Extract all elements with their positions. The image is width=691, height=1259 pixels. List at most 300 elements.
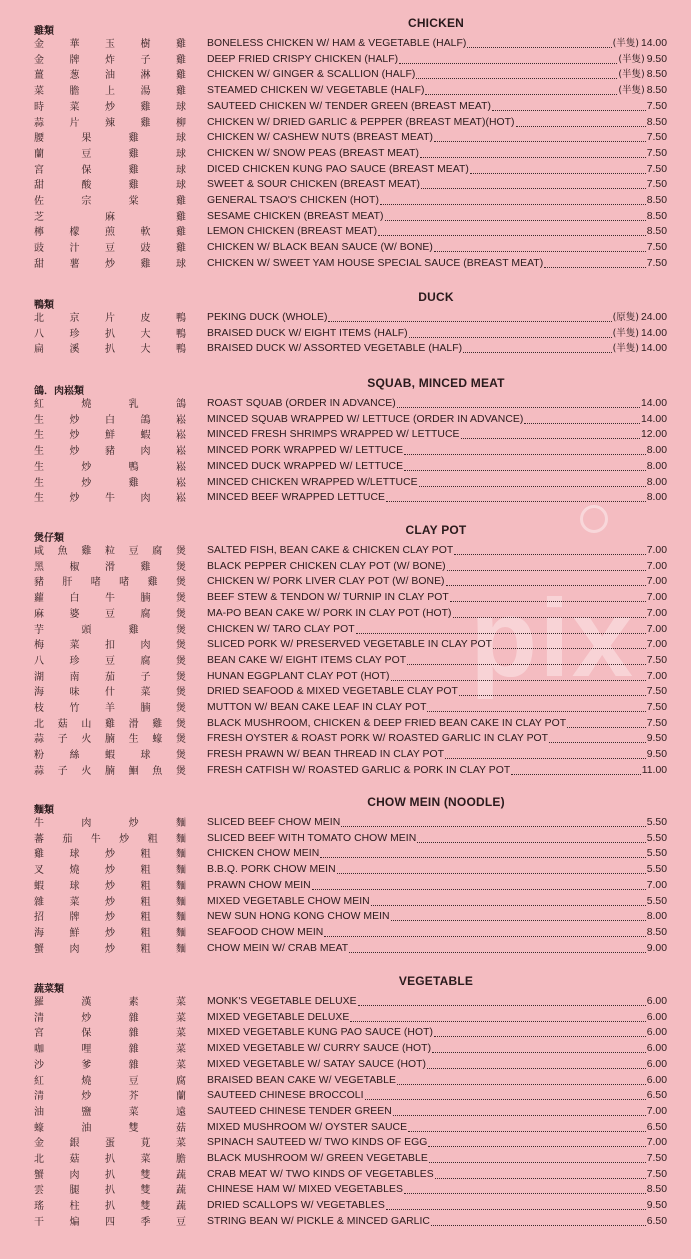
- item-price: 9.50: [646, 749, 667, 761]
- item-name: CHOW MEIN W/ CRAB MEAT: [207, 942, 349, 954]
- dot-leader: [365, 1098, 646, 1100]
- item-name: SAUTEED CHINESE TENDER GREEN: [207, 1105, 392, 1117]
- item-name: SLICED BEEF CHOW MEIN: [207, 817, 341, 828]
- item-name-chinese: [34, 460, 186, 475]
- dot-leader: [407, 663, 646, 665]
- item-line: [207, 327, 667, 341]
- dot-leader: [397, 406, 640, 408]
- section-title-chinese: 蔬菜類: [34, 984, 64, 995]
- dot-leader: [408, 1130, 646, 1132]
- item-price: 6.00: [646, 1074, 667, 1086]
- item-name-chinese-text: 梅 菜 扣 肉 煲: [34, 640, 186, 652]
- item-name-chinese-text: 蘿 白 牛 腩 煲: [34, 593, 186, 605]
- item-line: [207, 1026, 667, 1040]
- dot-leader: [450, 600, 646, 602]
- item-line: [207, 701, 667, 715]
- item-price: 7.50: [646, 717, 667, 729]
- item-line: [207, 591, 667, 605]
- item-line: [207, 147, 667, 161]
- menu-item: [0, 863, 691, 879]
- dot-leader: [427, 1067, 646, 1069]
- item-name: FRESH CATFISH W/ ROASTED GARLIC & PORK IN CLAY POT: [207, 764, 511, 776]
- item-line: [207, 131, 667, 145]
- item-name-chinese-text: 咸 魚 雞 粒 豆 腐 煲: [34, 546, 186, 557]
- menu-item: [0, 544, 691, 560]
- item-name-chinese-text: 蒜 子 火 腩 鮰 魚 煲: [34, 765, 186, 777]
- dot-leader: [358, 1004, 646, 1006]
- dot-leader: [463, 351, 611, 353]
- item-name-chinese: [34, 1026, 186, 1041]
- dot-leader: [320, 856, 646, 858]
- item-price: 7.50: [646, 132, 667, 144]
- item-name-chinese-text: 宮 保 雜 菜: [34, 1028, 186, 1040]
- item-line: [207, 732, 667, 746]
- item-price: 9.00: [646, 942, 667, 954]
- menu-item: [0, 926, 691, 942]
- dot-leader: [459, 694, 646, 696]
- item-name-chinese: [34, 1199, 186, 1214]
- item-name-chinese-text: 扁 溪 扒 大 鴨: [34, 344, 186, 356]
- item-name-chinese: [34, 926, 186, 941]
- item-price: 8.00: [646, 460, 667, 472]
- item-name: NEW SUN HONG KONG CHOW MEIN: [207, 911, 390, 923]
- item-line: [207, 847, 667, 861]
- item-name: MUTTON W/ BEAN CAKE LEAF IN CLAY POT: [207, 702, 427, 713]
- dot-leader: [324, 935, 645, 937]
- menu-item: [0, 413, 691, 429]
- item-name-chinese-text: 時 菜 炒 雞 球: [34, 101, 186, 113]
- item-line: [207, 942, 667, 956]
- item-name: SALTED FISH, BEAN CAKE & CHICKEN CLAY POT: [207, 545, 454, 556]
- item-name-chinese-text: 金 銀 蛋 莧 菜: [34, 1138, 186, 1150]
- item-name-chinese: [34, 68, 186, 83]
- item-price: 8.50: [646, 116, 667, 128]
- item-price: 8.00: [646, 911, 667, 923]
- item-price: 7.00: [646, 1105, 667, 1117]
- item-price: 7.50: [646, 686, 667, 698]
- item-price: 7.50: [646, 179, 667, 191]
- item-portion: (半隻): [618, 53, 645, 65]
- item-name-chinese: [34, 847, 186, 862]
- menu-item: [0, 210, 691, 226]
- item-name-chinese: [34, 1042, 186, 1057]
- item-name: LEMON CHICKEN (BREAST MEAT): [207, 226, 378, 238]
- item-name-chinese-text: 豉 汁 豆 豉 雞: [34, 243, 186, 255]
- item-price: 8.50: [646, 1184, 667, 1196]
- item-name: DEEP FRIED CRISPY CHICKEN (HALF): [207, 53, 399, 65]
- item-price: 7.00: [646, 545, 667, 556]
- dot-leader: [356, 632, 646, 634]
- item-name: BONELESS CHICKEN W/ HAM & VEGETABLE (HALF): [207, 38, 467, 49]
- menu-item: [0, 116, 691, 132]
- item-name-chinese: [34, 879, 186, 894]
- item-name-chinese: [34, 560, 186, 575]
- section-title: CHICKEN: [407, 16, 465, 30]
- item-name-chinese: [34, 623, 186, 638]
- item-name: CHICKEN CHOW MEIN: [207, 848, 320, 860]
- dot-leader: [417, 841, 645, 843]
- item-line: [207, 460, 667, 474]
- item-name: MINCED FRESH SHRIMPS WRAPPED W/ LETTUCE: [207, 429, 460, 441]
- item-name: CHICKEN W/ BLACK BEAN SAUCE (W/ BONE): [207, 242, 433, 254]
- menu-item: [0, 1026, 691, 1042]
- item-price: 7.00: [646, 670, 667, 682]
- menu-item: [0, 623, 691, 639]
- item-name-chinese: [34, 311, 186, 326]
- item-name-chinese-text: 檸 檬 煎 軟 雞: [34, 227, 186, 239]
- item-name: MINCED BEEF WRAPPED LETTUCE: [207, 492, 386, 504]
- menu-item: [0, 1199, 691, 1215]
- item-name: SAUTEED CHINESE BROCCOLI: [207, 1090, 364, 1102]
- dot-leader: [386, 1208, 646, 1210]
- menu-item: [0, 131, 691, 147]
- item-portion: (原隻): [612, 312, 639, 323]
- item-portion: (半隻): [618, 69, 645, 81]
- dot-leader: [445, 757, 646, 759]
- item-line: [207, 37, 667, 51]
- item-name-chinese: [34, 37, 186, 52]
- item-name-chinese-text: 海 味 什 菜 煲: [34, 687, 186, 699]
- menu-item: [0, 575, 691, 591]
- item-name-chinese-text: 清 炒 芥 蘭: [34, 1091, 186, 1103]
- menu-item: [0, 764, 691, 780]
- item-name: BEAN CAKE W/ EIGHT ITEMS CLAY POT: [207, 654, 407, 666]
- item-name-chinese: [34, 654, 186, 669]
- item-price: 8.00: [646, 476, 667, 488]
- menu-item: [0, 701, 691, 717]
- item-line: [207, 910, 667, 924]
- item-line: [207, 544, 667, 558]
- item-line: [207, 257, 667, 271]
- item-price: 6.50: [646, 1215, 667, 1227]
- item-name: CHICKEN W/ GINGER & SCALLION (HALF): [207, 69, 416, 81]
- item-name-chinese: [34, 575, 186, 590]
- item-name: FRESH OYSTER & ROAST PORK W/ ROASTED GARLIC IN CLAY POT: [207, 733, 549, 745]
- item-name-chinese-text: 清 炒 雜 菜: [34, 1012, 186, 1024]
- menu-item: [0, 428, 691, 444]
- item-name-chinese: [34, 131, 186, 146]
- item-name-chinese: [34, 607, 186, 622]
- item-name-chinese-text: 生 炒 牛 肉 崧: [34, 493, 186, 505]
- item-name-chinese: [34, 1136, 186, 1151]
- item-name-chinese: [34, 1105, 186, 1120]
- item-price: 6.50: [646, 1090, 667, 1102]
- dot-leader: [385, 219, 646, 221]
- item-name-chinese: [34, 670, 186, 685]
- dot-leader: [399, 62, 617, 64]
- item-line: [207, 717, 667, 731]
- item-name-chinese: [34, 1168, 186, 1183]
- dot-leader: [434, 1035, 646, 1037]
- item-line: [207, 926, 667, 940]
- item-name-chinese-text: 薑 葱 油 淋 雞: [34, 70, 186, 82]
- item-line: [207, 397, 667, 411]
- item-name-chinese: [34, 178, 186, 193]
- item-name-chinese-text: 沙 爹 雜 菜: [34, 1059, 186, 1071]
- item-price: 5.50: [646, 895, 667, 907]
- item-name-chinese-text: 金 牌 炸 子 雞: [34, 54, 186, 66]
- item-price: 14.00: [640, 343, 667, 355]
- item-price: 7.00: [646, 623, 667, 635]
- dot-leader: [467, 46, 611, 48]
- item-name-chinese-text: 雜 菜 炒 粗 麵: [34, 896, 186, 908]
- item-name-chinese: [34, 863, 186, 878]
- item-name: MIXED VEGETABLE DELUXE: [207, 1011, 350, 1023]
- item-name-chinese: [34, 1215, 186, 1230]
- item-name-chinese: [34, 591, 186, 606]
- menu-item: [0, 995, 691, 1011]
- item-name: MA-PO BEAN CAKE W/ PORK IN CLAY POT (HOT): [207, 607, 452, 619]
- item-name-chinese: [34, 1183, 186, 1198]
- dot-leader: [421, 187, 646, 189]
- item-name-chinese-text: 芝 麻 雞: [34, 211, 186, 223]
- item-name: ROAST SQUAB (ORDER IN ADVANCE): [207, 398, 396, 409]
- item-name-chinese: [34, 995, 186, 1010]
- dot-leader: [492, 109, 646, 111]
- item-portion: (半隻): [612, 38, 639, 49]
- item-name-chinese-text: 蝦 球 炒 粗 麵: [34, 880, 186, 892]
- dot-leader: [429, 1161, 646, 1163]
- item-line: [207, 560, 667, 574]
- menu-item: [0, 147, 691, 163]
- item-name-chinese: [34, 544, 186, 559]
- item-line: [207, 225, 667, 239]
- item-name-chinese-text: 生 炒 鴨 崧: [34, 461, 186, 473]
- section-title-chinese: 鴿．肉崧類: [34, 386, 84, 397]
- item-line: [207, 1152, 667, 1166]
- menu-item: [0, 1042, 691, 1058]
- item-name-chinese: [34, 194, 186, 209]
- dot-leader: [371, 904, 646, 906]
- item-name: MINCED CHICKEN WRAPPED W/LETTUCE: [207, 476, 418, 488]
- item-name: BRAISED DUCK W/ ASSORTED VEGETABLE (HALF): [207, 343, 463, 355]
- item-name-chinese-text: 紅 燒 乳 鴿: [34, 399, 186, 410]
- section-title-chinese: 煲仔類: [34, 533, 64, 544]
- item-name-chinese: [34, 397, 186, 412]
- menu-item: [0, 444, 691, 460]
- item-name: MINCED DUCK WRAPPED W/ LETTUCE: [207, 460, 404, 472]
- menu-item: [0, 1105, 691, 1121]
- dot-leader: [544, 266, 646, 268]
- item-price: 8.50: [646, 85, 667, 97]
- item-name-chinese-text: 豬 肝 啫 啫 雞 煲: [34, 577, 186, 589]
- item-price: 9.50: [646, 53, 667, 65]
- item-name-chinese-text: 蒜 片 辣 雞 柳: [34, 117, 186, 129]
- dot-leader: [446, 584, 646, 586]
- item-name-chinese-text: 菜 膽 上 湯 雞: [34, 86, 186, 98]
- menu-item: [0, 942, 691, 958]
- section-title: CHOW MEIN (NOODLE): [367, 795, 505, 809]
- item-name-chinese: [34, 491, 186, 506]
- item-price: 7.00: [646, 560, 667, 572]
- item-name-chinese-text: 蒜 子 火 腩 生 蠔 煲: [34, 734, 186, 746]
- item-name-chinese-text: 蟹 肉 扒 雙 蔬: [34, 1169, 186, 1181]
- item-name: SEAFOOD CHOW MEIN: [207, 926, 324, 938]
- item-portion: (半隻): [618, 85, 645, 97]
- dot-leader: [391, 679, 646, 681]
- dot-leader: [350, 1020, 645, 1022]
- item-line: [207, 311, 667, 325]
- menu-item: [0, 748, 691, 764]
- item-name: DICED CHICKEN KUNG PAO SAUCE (BREAST MEAT): [207, 163, 469, 175]
- menu-item: [0, 460, 691, 476]
- item-name: B.B.Q. PORK CHOW MEIN: [207, 864, 336, 876]
- item-name-chinese-text: 金 華 玉 樹 雞: [34, 39, 186, 50]
- dot-leader: [524, 422, 640, 424]
- menu-item: [0, 476, 691, 492]
- dot-leader: [470, 172, 646, 174]
- item-price: 14.00: [640, 398, 667, 409]
- dot-leader: [419, 485, 646, 487]
- dot-leader: [461, 437, 640, 439]
- item-name-chinese: [34, 832, 186, 847]
- dot-leader: [432, 1051, 646, 1053]
- dot-leader: [337, 872, 646, 874]
- dot-leader: [386, 500, 646, 502]
- menu-item: [0, 685, 691, 701]
- item-name-chinese: [34, 100, 186, 115]
- menu-item: [0, 1074, 691, 1090]
- item-name-chinese-text: 宮 保 雞 球: [34, 164, 186, 176]
- item-line: [207, 241, 667, 255]
- item-name: CHICKEN W/ TARO CLAY POT: [207, 623, 355, 635]
- menu-item: [0, 732, 691, 748]
- item-line: [207, 607, 667, 621]
- item-name-chinese: [34, 748, 186, 763]
- item-name-chinese-text: 生 炒 豬 肉 崧: [34, 446, 186, 458]
- item-name-chinese-text: 雲 腿 扒 雙 蔬: [34, 1185, 186, 1197]
- item-name-chinese-text: 海 鮮 炒 粗 麵: [34, 927, 186, 939]
- item-line: [207, 84, 667, 98]
- item-name-chinese-text: 粉 絲 蝦 球 煲: [34, 750, 186, 762]
- menu-item: [0, 670, 691, 686]
- item-name-chinese: [34, 895, 186, 910]
- item-name-chinese: [34, 942, 186, 957]
- item-line: [207, 476, 667, 490]
- dot-leader: [404, 453, 646, 455]
- dot-leader: [431, 1224, 646, 1226]
- item-line: [207, 444, 667, 458]
- item-price: 5.50: [646, 864, 667, 876]
- item-name: FRESH PRAWN W/ BEAN THREAD IN CLAY POT: [207, 749, 445, 761]
- item-name: BRAISED DUCK W/ EIGHT ITEMS (HALF): [207, 327, 408, 339]
- menu-item: [0, 311, 691, 327]
- item-name-chinese-text: 佐 宗 棠 雞: [34, 196, 186, 207]
- menu-item: [0, 225, 691, 241]
- item-price: 5.50: [646, 832, 667, 844]
- item-name-chinese: [34, 910, 186, 925]
- item-portion: (半隻): [612, 343, 639, 355]
- item-name-chinese: [34, 225, 186, 240]
- item-line: [207, 995, 667, 1009]
- item-price: 8.00: [646, 492, 667, 504]
- item-line: [207, 428, 667, 442]
- dot-leader: [404, 469, 646, 471]
- menu-item: [0, 327, 691, 343]
- dot-leader: [404, 1192, 646, 1194]
- item-name-chinese-text: 蘭 豆 雞 球: [34, 148, 186, 160]
- dot-leader: [416, 77, 617, 79]
- menu-item: [0, 1136, 691, 1152]
- dot-leader: [447, 569, 646, 571]
- item-price: 5.50: [646, 817, 667, 828]
- item-price: 7.00: [646, 1137, 667, 1149]
- item-name-chinese: [34, 241, 186, 256]
- item-name: CRAB MEAT W/ TWO KINDS OF VEGETABLES: [207, 1168, 434, 1180]
- item-name-chinese-text: 油 鹽 菜 遠: [34, 1106, 186, 1118]
- item-line: [207, 623, 667, 637]
- item-name-chinese-text: 腰 果 雞 球: [34, 133, 186, 145]
- item-name-chinese-text: 羅 漢 素 菜: [34, 997, 186, 1008]
- menu-item: [0, 717, 691, 733]
- item-line: [207, 1215, 667, 1229]
- item-name: CHINESE HAM W/ MIXED VEGETABLES: [207, 1184, 403, 1196]
- menu-item: [0, 816, 691, 832]
- dot-leader: [378, 234, 646, 236]
- dot-leader: [391, 919, 646, 921]
- item-name-chinese: [34, 147, 186, 162]
- item-name-chinese-text: 干 煸 四 季 豆: [34, 1216, 186, 1228]
- item-line: [207, 342, 667, 356]
- dot-leader: [549, 741, 646, 743]
- item-line: [207, 1011, 667, 1025]
- dot-leader: [328, 320, 611, 322]
- item-name-chinese: [34, 342, 186, 357]
- item-name-chinese: [34, 1089, 186, 1104]
- item-name: SAUTEED CHICKEN W/ TENDER GREEN (BREAST MEAT): [207, 100, 491, 112]
- item-price: 7.00: [646, 879, 667, 891]
- menu-item: [0, 491, 691, 507]
- menu-item: [0, 847, 691, 863]
- item-name-chinese: [34, 210, 186, 225]
- dot-leader: [425, 93, 617, 95]
- item-name: MIXED VEGETABLE KUNG PAO SAUCE (HOT): [207, 1027, 434, 1039]
- item-name-chinese-text: 甜 酸 雞 球: [34, 180, 186, 192]
- dot-leader: [420, 156, 646, 158]
- item-price: 6.50: [646, 1121, 667, 1133]
- menu-item: [0, 1168, 691, 1184]
- item-name: PEKING DUCK (WHOLE): [207, 312, 328, 323]
- item-price: 7.50: [646, 702, 667, 713]
- menu-item: [0, 1152, 691, 1168]
- item-line: [207, 1199, 667, 1213]
- item-name-chinese: [34, 327, 186, 342]
- menu-item: [0, 397, 691, 413]
- item-portion: (半隻): [612, 327, 639, 339]
- item-name-chinese-text: 芋 頭 雞 煲: [34, 624, 186, 636]
- item-name-chinese-text: 麻 婆 豆 腐 煲: [34, 608, 186, 620]
- dot-leader: [312, 888, 646, 890]
- item-name-chinese: [34, 1011, 186, 1026]
- item-name-chinese-text: 黑 椒 滑 雞 煲: [34, 561, 186, 573]
- dot-leader: [393, 1114, 646, 1116]
- item-name: MIXED VEGETABLE W/ SATAY SAUCE (HOT): [207, 1058, 427, 1070]
- item-line: [207, 1168, 667, 1182]
- item-price: 7.50: [646, 163, 667, 175]
- item-name: MIXED VEGETABLE W/ CURRY SAUCE (HOT): [207, 1043, 432, 1055]
- item-line: [207, 1183, 667, 1197]
- item-name-chinese: [34, 816, 186, 831]
- item-price: 7.00: [646, 576, 667, 588]
- item-name-chinese-text: 北 菇 山 雞 滑 雞 煲: [34, 718, 186, 730]
- menu-item: [0, 1121, 691, 1137]
- dot-leader: [434, 140, 646, 142]
- item-name-chinese-text: 紅 燒 豆 腐: [34, 1075, 186, 1087]
- item-name: MINCED PORK WRAPPED W/ LETTUCE: [207, 445, 404, 457]
- dot-leader: [434, 250, 646, 252]
- menu-item: [0, 257, 691, 273]
- menu-item: [0, 910, 691, 926]
